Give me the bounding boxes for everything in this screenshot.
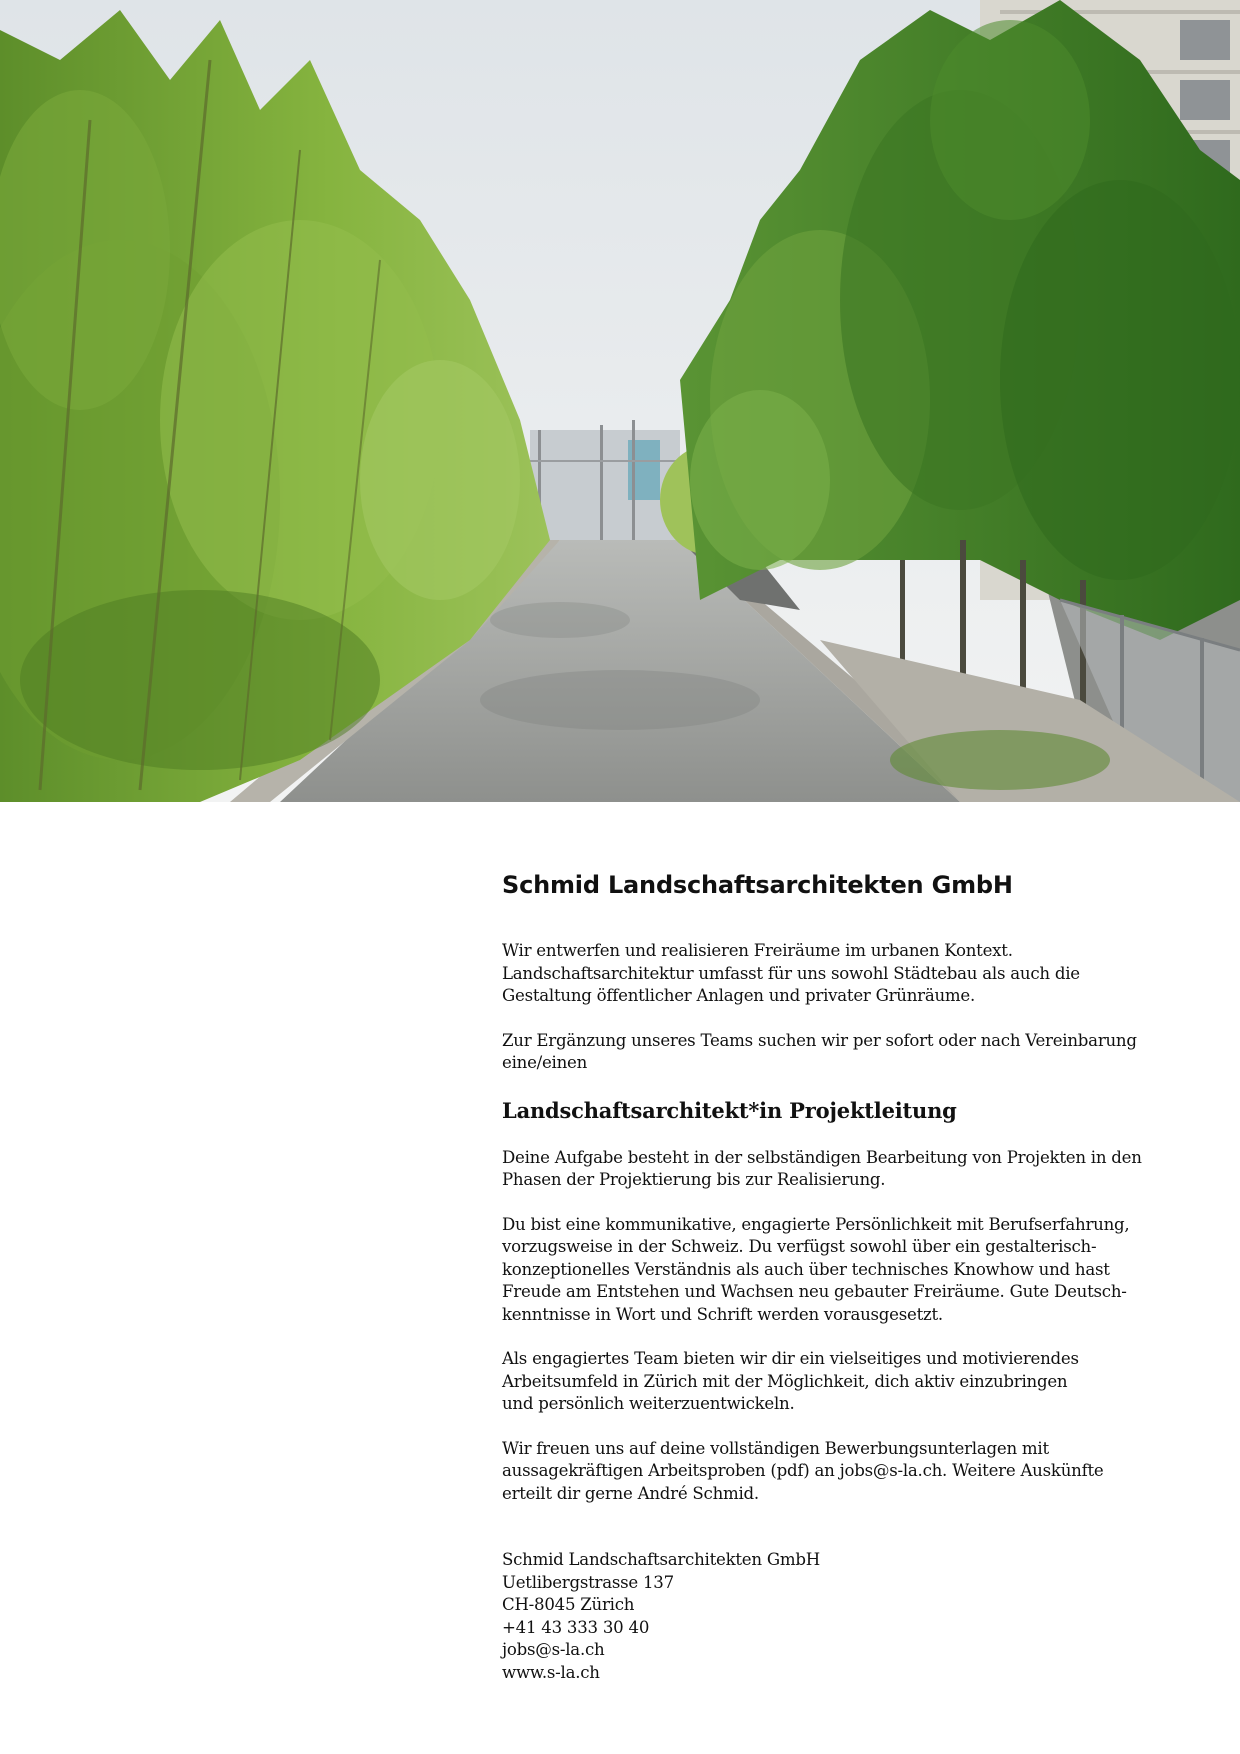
job-posting [502, 870, 1152, 1684]
intro-paragraph-2: Zur Ergänzung unseres Teams suchen wir per sofort oder nach Vereinbarung eine/einen [502, 1030, 1137, 1072]
contact-city: CH-8045 Zürich [502, 1595, 635, 1614]
contact-block [502, 1549, 1152, 1684]
contact-email[interactable]: jobs@s-la.ch [502, 1640, 605, 1659]
contact-street: Uetlibergstrasse 137 [502, 1572, 674, 1592]
job-profile-paragraph: Du bist eine kommunikative, engagierte Persönlichkeit mit Berufserfahrung, vorzugsweise in der Schweiz. Du verfügst sowohl über ein gestalterisch- konzeptionelles Verständnis als auch über technisches Knowhow und hast Freude am Entstehen und Wachsen neu gebauter Freiräume. Gute Deutsch- kenntnisse in Wort und Schrift werden vorausgesetzt. [502, 1214, 1130, 1324]
job-task-paragraph: Deine Aufgabe besteht in der selbständigen Bearbeitung von Projekten in den Phasen der Projektierung bis zur Realisierung. [502, 1147, 1142, 1189]
company-title: Schmid Landschaftsarchitekten GmbH [502, 871, 1013, 899]
job-application-paragraph: Wir freuen uns auf deine vollständigen Bewerbungsunterlagen mit aussagekräftigen Arbeitsproben (pdf) an jobs@s-la.ch. Weitere Auskünfte erteilt dir gerne André Schmid. [502, 1438, 1104, 1503]
contact-website[interactable]: www.s-la.ch [502, 1662, 600, 1682]
job-offer-paragraph: Als engagiertes Team bieten wir dir ein vielseitiges und motivierendes Arbeitsumfeld in Zürich mit der Möglichkeit, dich aktiv einzubringen und persönlich weiterzuentwickeln. [502, 1349, 1079, 1413]
contact-phone: +41 43 333 30 40 [502, 1617, 650, 1637]
landscape-photo-icon [0, 0, 1240, 802]
intro-paragraph-1: Wir entwerfen und realisieren Freiräume im urbanen Kontext. Landschaftsarchitektur umfasst für uns sowohl Städtebau als auch die Gestaltung öffentlicher Anlagen und privater Grünräume. [502, 941, 1080, 1005]
contact-company: Schmid Landschaftsarchitekten GmbH [502, 1550, 820, 1569]
job-title: Landschaftsarchitekt*in Projektleitung [502, 1097, 957, 1123]
hero-photo [0, 0, 1240, 802]
